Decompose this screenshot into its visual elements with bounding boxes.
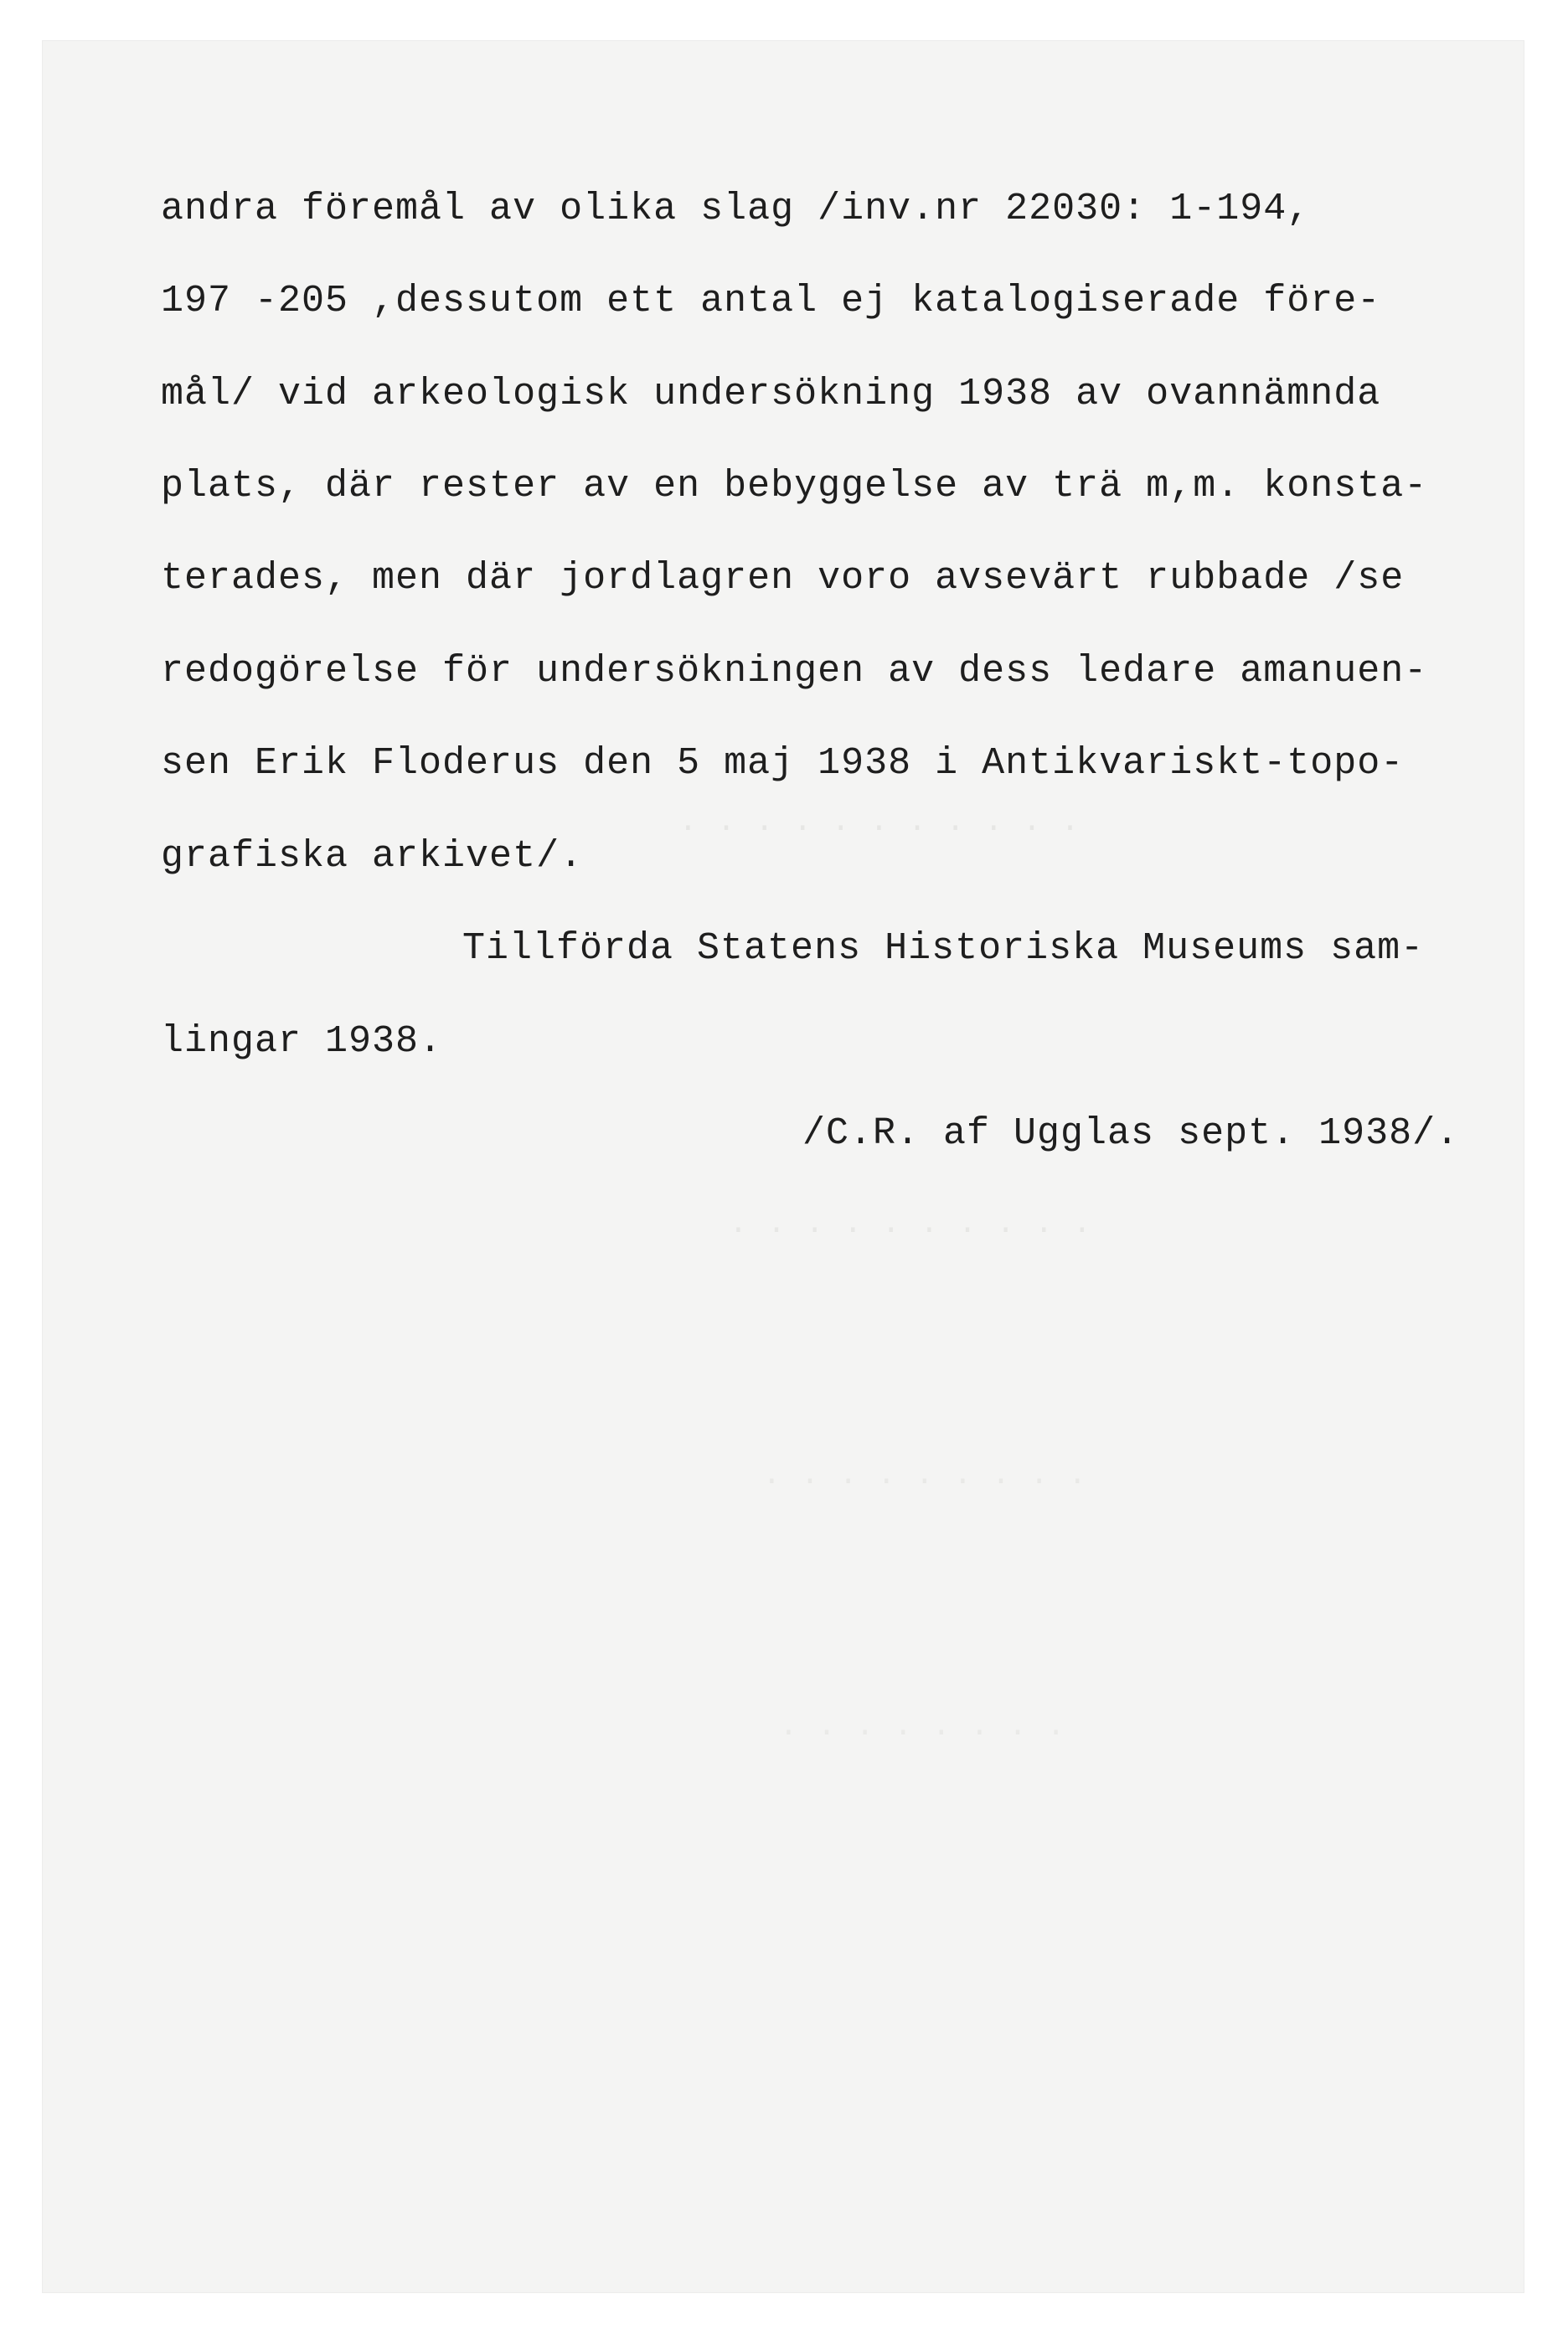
document-page: [42, 40, 1524, 2293]
show-through-text: · · · · · · · ·: [779, 1715, 1066, 1751]
show-through-text: · · · · · · · · · ·: [729, 1213, 1092, 1249]
signature: /C.R. af Ugglas sept. 1938/.: [802, 1112, 1460, 1155]
body-line-1: andra föremål av olika slag /inv.nr 22030: 1-194,: [161, 188, 1311, 230]
body-line-5: terades, men där jordlagren voro avsevärt rubbade /se: [161, 557, 1405, 600]
show-through-text: · · · · · · · · · · ·: [678, 811, 1080, 847]
show-through-text: · · · · · · · · ·: [762, 1464, 1087, 1500]
paragraph-2-line-2: lingar 1938.: [161, 1020, 443, 1063]
body-line-8: grafiska arkivet/.: [161, 835, 584, 878]
body-line-2: 197 -205 ,dessutom ett antal ej katalogiserade före-: [161, 280, 1381, 322]
body-line-7: sen Erik Floderus den 5 maj 1938 i Antikvariskt-topo-: [161, 742, 1405, 785]
paragraph-2-line-1: Tillförda Statens Historiska Museums sam-: [462, 927, 1425, 970]
body-line-6: redogörelse för undersökningen av dess ledare amanuen-: [161, 650, 1428, 693]
body-line-3: mål/ vid arkeologisk undersökning 1938 av ovannämnda: [161, 373, 1381, 415]
body-line-4: plats, där rester av en bebyggelse av trä m,m. konsta-: [161, 465, 1428, 508]
